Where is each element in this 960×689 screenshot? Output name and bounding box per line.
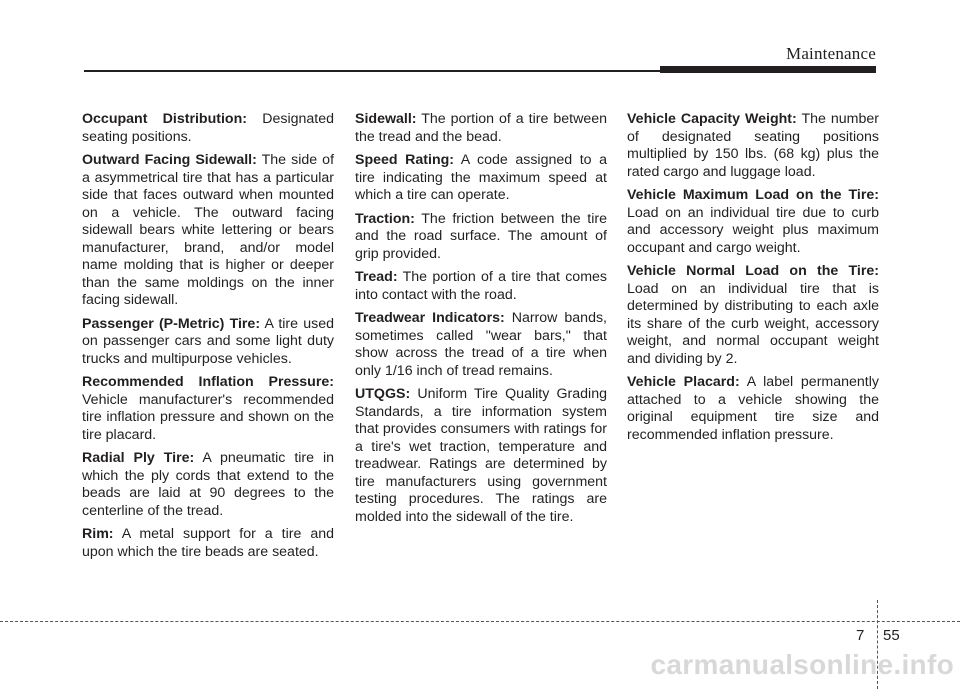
glossary-definition: Uniform Tire Quality Grading Standards, a tire information system that provides consumers with ratings for a tire's wet traction, temperature and treadwear. Ratings are determined by tire manufacturers using government testing procedures. The ratings are molded into the sidewall of the tire. xyxy=(355,386,607,525)
glossary-term: Recommended Inflation Pressure: xyxy=(82,374,334,390)
glossary-entry xyxy=(355,152,607,205)
glossary-column-1 xyxy=(82,111,334,567)
glossary-definition: Load on an individual tire that is determined by distributing to each axle its share of the curb weight, accessory weight, and normal occupant weight and dividing by 2. xyxy=(627,280,879,367)
glossary-definition: A pneumatic tire in which the ply cords that extend to the beads are laid at 90 degrees to the centerline of the tread. xyxy=(82,450,334,519)
glossary-term: Rim: xyxy=(82,526,114,542)
glossary-term: Treadwear Indicators: xyxy=(355,310,505,326)
glossary-entry xyxy=(355,211,607,264)
glossary-definition: A metal support for a tire and upon which the tire beads are seated. xyxy=(82,526,334,560)
glossary-entry xyxy=(627,187,879,257)
section-title: Maintenance xyxy=(786,44,876,63)
glossary-entry xyxy=(82,374,334,444)
glossary-term: Vehicle Normal Load on the Tire: xyxy=(627,263,879,279)
header-rule xyxy=(84,70,684,72)
glossary-entry xyxy=(355,310,607,380)
glossary-entry xyxy=(627,263,879,368)
glossary-entry xyxy=(627,374,879,444)
glossary-term: Passenger (P-Metric) Tire: xyxy=(82,315,261,332)
glossary-term: Radial Ply Tire: xyxy=(82,450,195,466)
glossary-definition: The portion of a tire between the tread and the bead. xyxy=(355,111,607,145)
footer-rule xyxy=(0,621,960,622)
glossary-entry xyxy=(82,316,334,369)
glossary-term: Outward Facing Sidewall: xyxy=(82,152,257,168)
glossary-term: Traction: xyxy=(355,210,415,227)
glossary-definition: The number of designated seating positions multiplied by 150 lbs. (68 kg) plus the rated cargo and luggage load. xyxy=(627,111,879,180)
glossary-entry xyxy=(82,450,334,520)
glossary-term: Vehicle Capacity Weight: xyxy=(627,111,797,127)
glossary-definition: Vehicle manufacturer's recommended tire inflation pressure and shown on the tire placard. xyxy=(82,391,334,443)
glossary-definition: A tire used on passenger cars and some light duty trucks and multipurpose vehicles. xyxy=(82,315,334,367)
glossary-definition: The portion of a tire that comes into contact with the road. xyxy=(355,269,607,303)
glossary-entry xyxy=(82,152,334,310)
glossary-definition: Load on an individual tire due to curb and accessory weight plus maximum occupant and cargo weight. xyxy=(627,204,879,256)
glossary-definition: The side of a asymmetrical tire that has a particular side that faces outward when mounted on a vehicle. The outward facing sidewall bears white lettering or bears manufacturer, brand, and/or model name molding that is higher or deeper than the same moldings on the inner facing sidewall. xyxy=(82,152,335,308)
watermark: carmanualsonline.info xyxy=(650,649,954,680)
glossary-definition: The friction between the tire and the road surface. The amount of grip provided. xyxy=(355,210,607,262)
glossary-entry xyxy=(82,111,334,146)
glossary-term: Sidewall: xyxy=(355,111,417,127)
glossary-entry xyxy=(355,386,607,526)
chapter-number: 7 xyxy=(856,627,865,644)
page-number: 55 xyxy=(883,627,900,644)
glossary-entry xyxy=(355,111,607,146)
glossary-definition: Narrow bands, sometimes called "wear bars," that show across the tread of a tire when only 1/16 inch of tread remains. xyxy=(355,310,607,379)
header-rule-accent xyxy=(660,66,876,73)
glossary-definition: A code assigned to a tire indicating the maximum speed at which a tire can operate. xyxy=(355,152,607,203)
glossary-entry xyxy=(627,111,879,181)
glossary-definition: Designated seating positions. xyxy=(82,111,334,145)
glossary-term: UTQGS: xyxy=(355,386,411,402)
glossary-term: Vehicle Placard: xyxy=(627,374,740,390)
glossary-entry xyxy=(355,269,607,304)
glossary-entry xyxy=(82,526,334,561)
glossary-term: Tread: xyxy=(355,269,398,285)
glossary-term: Speed Rating: xyxy=(355,152,454,168)
glossary-term: Vehicle Maximum Load on the Tire: xyxy=(627,187,879,203)
glossary-column-2 xyxy=(355,111,607,532)
glossary-column-3 xyxy=(627,111,879,450)
glossary-definition: A label permanently attached to a vehicle showing the original equipment tire size and recommended inflation pressure. xyxy=(627,374,879,443)
glossary-term: Occupant Distribution: xyxy=(82,111,247,127)
